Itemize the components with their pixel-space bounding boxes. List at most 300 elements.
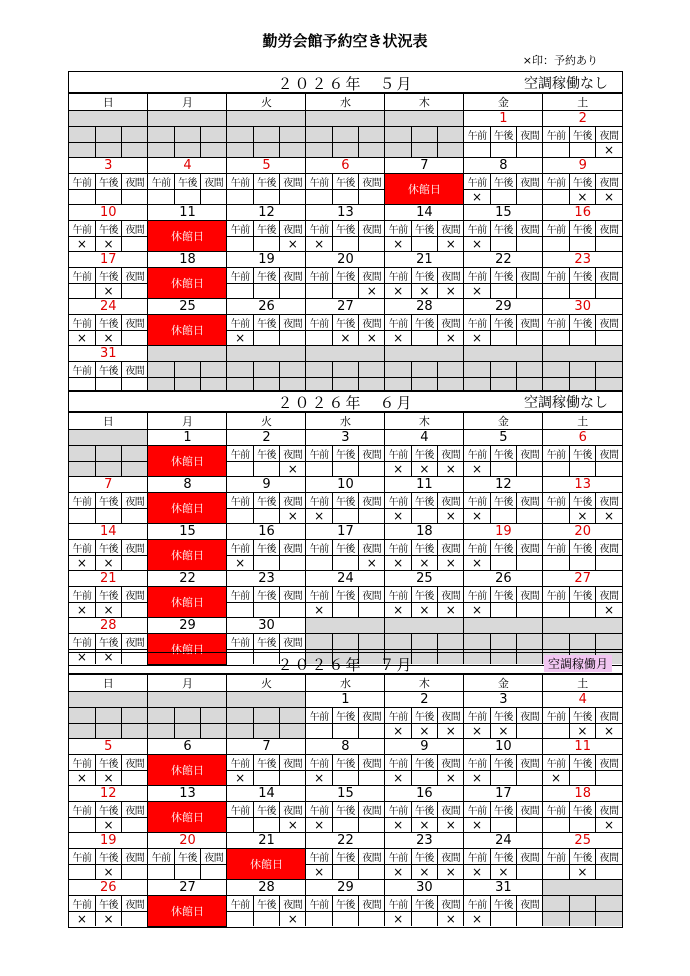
day-number: 27 bbox=[543, 571, 622, 587]
empty-mark-cell bbox=[438, 143, 464, 158]
reservation-mark[interactable]: × bbox=[464, 237, 490, 252]
reservation-mark[interactable] bbox=[543, 284, 569, 299]
time-slot-label: 夜間 bbox=[596, 127, 622, 143]
time-slot-label: 夜間 bbox=[280, 634, 306, 650]
reservation-mark[interactable] bbox=[332, 284, 358, 299]
time-slot-label: 午前 bbox=[464, 540, 490, 556]
reservation-mark[interactable] bbox=[122, 284, 148, 299]
reservation-mark[interactable] bbox=[596, 771, 622, 786]
time-slot-label: 午前 bbox=[543, 587, 569, 603]
reservation-mark[interactable]: × bbox=[95, 603, 121, 618]
reservation-mark[interactable] bbox=[490, 190, 516, 205]
reservation-mark[interactable] bbox=[332, 603, 358, 618]
reservation-mark[interactable]: × bbox=[332, 331, 358, 346]
reservation-mark[interactable] bbox=[359, 190, 385, 205]
empty-day-cell bbox=[227, 111, 306, 127]
reservation-mark[interactable] bbox=[359, 237, 385, 252]
reservation-mark[interactable]: × bbox=[227, 556, 253, 571]
reservation-mark[interactable]: × bbox=[438, 509, 464, 524]
reservation-mark[interactable]: × bbox=[569, 190, 595, 205]
reservation-mark[interactable]: × bbox=[280, 237, 306, 252]
reservation-mark[interactable] bbox=[517, 331, 543, 346]
reservation-mark[interactable] bbox=[253, 603, 279, 618]
reservation-mark[interactable] bbox=[490, 462, 516, 477]
day-number: 17 bbox=[306, 524, 385, 540]
reservation-mark[interactable]: × bbox=[95, 331, 121, 346]
reservation-mark[interactable]: × bbox=[385, 556, 411, 571]
reservation-mark[interactable] bbox=[517, 237, 543, 252]
reservation-mark[interactable]: × bbox=[95, 237, 121, 252]
time-slot-label: 午前 bbox=[227, 587, 253, 603]
reservation-mark[interactable] bbox=[122, 509, 148, 524]
empty-slot-cell bbox=[359, 127, 385, 143]
reservation-mark[interactable] bbox=[148, 865, 174, 880]
reservation-mark[interactable] bbox=[227, 509, 253, 524]
reservation-mark[interactable] bbox=[569, 331, 595, 346]
reservation-mark[interactable] bbox=[543, 509, 569, 524]
reservation-mark[interactable] bbox=[569, 462, 595, 477]
reservation-mark[interactable] bbox=[543, 462, 569, 477]
reservation-mark[interactable]: × bbox=[411, 284, 437, 299]
reservation-mark[interactable] bbox=[569, 284, 595, 299]
reservation-mark[interactable] bbox=[543, 556, 569, 571]
time-slot-label: 夜間 bbox=[122, 221, 148, 237]
reservation-mark[interactable] bbox=[306, 462, 332, 477]
reservation-mark[interactable]: × bbox=[359, 284, 385, 299]
reservation-mark[interactable] bbox=[69, 865, 95, 880]
reservation-mark[interactable]: × bbox=[411, 603, 437, 618]
reservation-mark[interactable] bbox=[359, 603, 385, 618]
reservation-mark[interactable] bbox=[569, 556, 595, 571]
reservation-mark[interactable] bbox=[543, 331, 569, 346]
reservation-mark[interactable]: × bbox=[280, 462, 306, 477]
reservation-mark[interactable] bbox=[122, 865, 148, 880]
reservation-mark[interactable]: × bbox=[95, 912, 121, 927]
time-slot-label: 夜間 bbox=[596, 268, 622, 284]
reservation-mark[interactable]: × bbox=[596, 724, 622, 739]
reservation-mark[interactable]: × bbox=[280, 818, 306, 833]
reservation-mark[interactable] bbox=[411, 237, 437, 252]
reservation-mark[interactable] bbox=[490, 556, 516, 571]
reservation-mark[interactable]: × bbox=[596, 509, 622, 524]
reservation-mark[interactable]: × bbox=[464, 724, 490, 739]
reservation-mark[interactable] bbox=[95, 378, 121, 392]
reservation-mark[interactable] bbox=[253, 509, 279, 524]
reservation-mark[interactable] bbox=[517, 865, 543, 880]
reservation-mark[interactable] bbox=[517, 818, 543, 833]
empty-slot-cell bbox=[517, 634, 543, 650]
reservation-mark[interactable] bbox=[411, 331, 437, 346]
reservation-mark[interactable] bbox=[253, 190, 279, 205]
reservation-mark[interactable] bbox=[543, 818, 569, 833]
reservation-mark[interactable] bbox=[227, 190, 253, 205]
reservation-mark[interactable] bbox=[569, 771, 595, 786]
reservation-mark[interactable] bbox=[332, 190, 358, 205]
reservation-mark[interactable] bbox=[69, 378, 95, 392]
reservation-mark[interactable]: × bbox=[490, 724, 516, 739]
weekday-header: 月 bbox=[148, 94, 227, 111]
reservation-mark[interactable] bbox=[332, 462, 358, 477]
reservation-mark[interactable] bbox=[411, 912, 437, 927]
reservation-mark[interactable]: × bbox=[95, 771, 121, 786]
day-number: 26 bbox=[69, 880, 148, 896]
reservation-mark[interactable]: × bbox=[464, 190, 490, 205]
calendar-table bbox=[69, 412, 622, 665]
reservation-mark[interactable] bbox=[95, 509, 121, 524]
reservation-mark[interactable] bbox=[359, 771, 385, 786]
reservation-mark[interactable] bbox=[596, 865, 622, 880]
reservation-mark[interactable]: × bbox=[438, 331, 464, 346]
reservation-mark[interactable]: × bbox=[385, 237, 411, 252]
reservation-mark[interactable]: × bbox=[438, 556, 464, 571]
time-slot-label: 午前 bbox=[306, 802, 332, 818]
reservation-mark[interactable] bbox=[596, 284, 622, 299]
reservation-mark[interactable] bbox=[306, 724, 332, 739]
time-slot-label: 午前 bbox=[227, 493, 253, 509]
reservation-mark[interactable]: × bbox=[306, 771, 332, 786]
reservation-mark[interactable] bbox=[227, 284, 253, 299]
reservation-mark[interactable] bbox=[332, 509, 358, 524]
empty-mark-cell bbox=[253, 724, 279, 739]
reservation-mark[interactable] bbox=[490, 143, 516, 158]
reservation-mark[interactable] bbox=[280, 331, 306, 346]
reservation-mark[interactable]: × bbox=[69, 912, 95, 927]
reservation-mark[interactable]: × bbox=[385, 331, 411, 346]
reservation-mark[interactable] bbox=[253, 771, 279, 786]
day-number: 9 bbox=[385, 739, 464, 755]
time-slot-label: 午後 bbox=[95, 493, 121, 509]
closed-day-cell: 休館日 bbox=[385, 174, 464, 205]
reservation-mark[interactable] bbox=[253, 284, 279, 299]
slot-row bbox=[69, 221, 622, 237]
reservation-mark[interactable] bbox=[596, 331, 622, 346]
reservation-mark[interactable] bbox=[569, 603, 595, 618]
reservation-mark[interactable] bbox=[174, 190, 200, 205]
reservation-mark[interactable] bbox=[332, 724, 358, 739]
reservation-mark[interactable]: × bbox=[280, 912, 306, 927]
reservation-mark[interactable]: × bbox=[464, 509, 490, 524]
reservation-mark[interactable] bbox=[411, 509, 437, 524]
reservation-mark[interactable]: × bbox=[385, 771, 411, 786]
reservation-mark[interactable]: × bbox=[464, 771, 490, 786]
reservation-mark[interactable]: × bbox=[306, 818, 332, 833]
reservation-mark[interactable]: × bbox=[596, 190, 622, 205]
empty-mark-cell bbox=[148, 724, 174, 739]
time-slot-label: 午後 bbox=[253, 802, 279, 818]
reservation-mark[interactable] bbox=[332, 912, 358, 927]
day-number: 23 bbox=[227, 571, 306, 587]
reservation-mark[interactable] bbox=[517, 143, 543, 158]
day-number: 26 bbox=[464, 571, 543, 587]
reservation-mark[interactable] bbox=[95, 190, 121, 205]
reservation-mark[interactable] bbox=[122, 556, 148, 571]
empty-day-cell bbox=[306, 111, 385, 127]
reservation-mark[interactable] bbox=[122, 603, 148, 618]
reservation-mark[interactable] bbox=[253, 556, 279, 571]
reservation-mark[interactable]: × bbox=[411, 818, 437, 833]
time-slot-label: 夜間 bbox=[517, 221, 543, 237]
empty-mark-cell bbox=[201, 378, 227, 392]
reservation-mark[interactable] bbox=[122, 237, 148, 252]
reservation-mark[interactable] bbox=[543, 724, 569, 739]
reservation-mark[interactable]: × bbox=[227, 331, 253, 346]
reservation-mark[interactable] bbox=[359, 462, 385, 477]
reservation-mark[interactable] bbox=[490, 771, 516, 786]
reservation-mark[interactable] bbox=[201, 190, 227, 205]
day-number: 24 bbox=[464, 833, 543, 849]
reservation-mark[interactable] bbox=[69, 509, 95, 524]
time-slot-label: 夜間 bbox=[596, 315, 622, 331]
reservation-mark[interactable] bbox=[490, 509, 516, 524]
reservation-mark[interactable] bbox=[543, 603, 569, 618]
slot-row bbox=[69, 493, 622, 509]
reservation-mark[interactable] bbox=[122, 912, 148, 927]
reservation-mark[interactable] bbox=[122, 331, 148, 346]
reservation-mark[interactable] bbox=[332, 818, 358, 833]
reservation-mark[interactable] bbox=[253, 331, 279, 346]
reservation-mark[interactable]: × bbox=[411, 462, 437, 477]
reservation-mark[interactable]: × bbox=[438, 603, 464, 618]
empty-mark-cell bbox=[227, 143, 253, 158]
reservation-mark[interactable] bbox=[69, 190, 95, 205]
reservation-mark[interactable] bbox=[227, 603, 253, 618]
reservation-mark[interactable] bbox=[517, 724, 543, 739]
reservation-mark[interactable]: × bbox=[69, 556, 95, 571]
reservation-mark[interactable] bbox=[306, 556, 332, 571]
empty-mark-cell bbox=[385, 378, 411, 392]
day-number: 25 bbox=[148, 299, 227, 315]
reservation-mark[interactable]: × bbox=[438, 284, 464, 299]
reservation-mark[interactable] bbox=[517, 912, 543, 927]
reservation-mark[interactable] bbox=[517, 190, 543, 205]
slot-row bbox=[69, 634, 622, 650]
reservation-mark[interactable] bbox=[332, 237, 358, 252]
reservation-mark[interactable] bbox=[359, 724, 385, 739]
reservation-mark[interactable] bbox=[490, 331, 516, 346]
reservation-mark[interactable] bbox=[543, 190, 569, 205]
reservation-mark[interactable] bbox=[306, 331, 332, 346]
reservation-mark[interactable] bbox=[490, 818, 516, 833]
reservation-mark[interactable] bbox=[596, 556, 622, 571]
day-number: 16 bbox=[385, 786, 464, 802]
reservation-mark[interactable] bbox=[201, 865, 227, 880]
reservation-mark[interactable]: × bbox=[69, 603, 95, 618]
reservation-mark[interactable] bbox=[490, 603, 516, 618]
empty-slot-cell bbox=[122, 708, 148, 724]
reservation-mark[interactable] bbox=[174, 865, 200, 880]
reservation-mark[interactable]: × bbox=[569, 865, 595, 880]
reservation-mark[interactable]: × bbox=[95, 818, 121, 833]
time-slot-label: 午前 bbox=[306, 446, 332, 462]
reservation-mark[interactable] bbox=[253, 818, 279, 833]
reservation-mark[interactable]: × bbox=[227, 771, 253, 786]
day-number: 27 bbox=[148, 880, 227, 896]
reservation-mark[interactable] bbox=[122, 378, 148, 392]
reservation-mark[interactable]: × bbox=[385, 509, 411, 524]
reservation-mark[interactable]: × bbox=[95, 556, 121, 571]
reservation-mark[interactable] bbox=[253, 237, 279, 252]
reservation-mark[interactable]: × bbox=[464, 818, 490, 833]
reservation-mark[interactable] bbox=[411, 771, 437, 786]
reservation-mark[interactable]: × bbox=[306, 865, 332, 880]
reservation-mark[interactable]: × bbox=[464, 462, 490, 477]
reservation-mark[interactable] bbox=[253, 462, 279, 477]
reservation-mark[interactable] bbox=[569, 237, 595, 252]
reservation-mark[interactable]: × bbox=[385, 724, 411, 739]
reservation-mark[interactable]: × bbox=[95, 284, 121, 299]
reservation-mark[interactable]: × bbox=[385, 284, 411, 299]
reservation-mark[interactable] bbox=[122, 818, 148, 833]
reservation-mark[interactable] bbox=[227, 818, 253, 833]
time-slot-label: 午後 bbox=[332, 493, 358, 509]
reservation-mark[interactable]: × bbox=[385, 462, 411, 477]
reservation-mark[interactable] bbox=[543, 143, 569, 158]
reservation-mark[interactable] bbox=[69, 818, 95, 833]
reservation-mark[interactable] bbox=[517, 556, 543, 571]
reservation-mark[interactable]: × bbox=[385, 603, 411, 618]
reservation-mark[interactable] bbox=[227, 912, 253, 927]
empty-mark-cell bbox=[227, 724, 253, 739]
reservation-mark[interactable]: × bbox=[306, 509, 332, 524]
time-slot-label: 午後 bbox=[490, 127, 516, 143]
reservation-mark[interactable]: × bbox=[490, 865, 516, 880]
reservation-mark[interactable] bbox=[148, 190, 174, 205]
reservation-mark[interactable]: × bbox=[69, 331, 95, 346]
time-slot-label: 夜間 bbox=[517, 446, 543, 462]
reservation-mark[interactable] bbox=[69, 284, 95, 299]
reservation-mark[interactable] bbox=[306, 284, 332, 299]
reservation-mark[interactable] bbox=[359, 912, 385, 927]
reservation-mark[interactable]: × bbox=[69, 237, 95, 252]
day-number: 19 bbox=[227, 252, 306, 268]
day-number: 15 bbox=[306, 786, 385, 802]
reservation-mark[interactable]: × bbox=[596, 603, 622, 618]
reservation-mark[interactable] bbox=[359, 509, 385, 524]
time-slot-label: 午後 bbox=[490, 315, 516, 331]
reservation-mark[interactable]: × bbox=[464, 331, 490, 346]
reservation-mark[interactable]: × bbox=[385, 865, 411, 880]
reservation-mark[interactable] bbox=[122, 771, 148, 786]
reservation-mark[interactable] bbox=[359, 818, 385, 833]
reservation-mark[interactable]: × bbox=[411, 556, 437, 571]
time-slot-label: 午前 bbox=[69, 755, 95, 771]
reservation-mark[interactable] bbox=[517, 284, 543, 299]
reservation-mark[interactable] bbox=[490, 237, 516, 252]
reservation-mark[interactable] bbox=[543, 865, 569, 880]
reservation-mark[interactable]: × bbox=[69, 650, 95, 665]
reservation-mark[interactable] bbox=[490, 912, 516, 927]
reservation-mark[interactable] bbox=[517, 603, 543, 618]
reservation-mark[interactable] bbox=[490, 284, 516, 299]
reservation-mark[interactable] bbox=[464, 143, 490, 158]
reservation-mark[interactable] bbox=[517, 771, 543, 786]
reservation-mark[interactable]: × bbox=[543, 771, 569, 786]
reservation-mark[interactable]: × bbox=[596, 143, 622, 158]
reservation-mark[interactable]: × bbox=[359, 331, 385, 346]
reservation-mark[interactable] bbox=[280, 190, 306, 205]
reservation-mark[interactable]: × bbox=[411, 865, 437, 880]
reservation-mark[interactable] bbox=[596, 462, 622, 477]
reservation-mark[interactable]: × bbox=[306, 603, 332, 618]
time-slot-label: 夜間 bbox=[517, 268, 543, 284]
month-title: ２０２６年 ５月 bbox=[277, 75, 414, 93]
reservation-mark[interactable]: × bbox=[385, 818, 411, 833]
reservation-mark[interactable] bbox=[306, 912, 332, 927]
time-slot-label: 午後 bbox=[253, 268, 279, 284]
reservation-mark[interactable]: × bbox=[69, 771, 95, 786]
reservation-mark[interactable]: × bbox=[464, 865, 490, 880]
reservation-mark[interactable] bbox=[122, 190, 148, 205]
reservation-mark[interactable]: × bbox=[438, 462, 464, 477]
reservation-mark[interactable]: × bbox=[438, 237, 464, 252]
reservation-mark[interactable] bbox=[227, 237, 253, 252]
empty-mark-cell bbox=[490, 378, 516, 392]
reservation-mark[interactable] bbox=[359, 865, 385, 880]
time-slot-label: 午後 bbox=[411, 540, 437, 556]
reservation-mark[interactable]: × bbox=[385, 912, 411, 927]
time-slot-label: 午後 bbox=[490, 896, 516, 912]
reservation-mark[interactable] bbox=[332, 865, 358, 880]
reservation-mark[interactable]: × bbox=[569, 509, 595, 524]
empty-mark-cell bbox=[122, 462, 148, 477]
time-slot-label: 夜間 bbox=[359, 896, 385, 912]
time-slot-label: 午前 bbox=[306, 755, 332, 771]
reservation-mark[interactable]: × bbox=[438, 912, 464, 927]
reservation-mark[interactable]: × bbox=[438, 865, 464, 880]
reservation-mark[interactable]: × bbox=[464, 912, 490, 927]
reservation-mark[interactable]: × bbox=[359, 556, 385, 571]
weekday-header: 水 bbox=[306, 675, 385, 692]
reservation-mark[interactable]: × bbox=[464, 603, 490, 618]
reservation-mark[interactable]: × bbox=[306, 237, 332, 252]
reservation-mark[interactable] bbox=[332, 556, 358, 571]
reservation-mark[interactable] bbox=[280, 284, 306, 299]
reservation-mark[interactable] bbox=[543, 237, 569, 252]
reservation-mark[interactable] bbox=[227, 462, 253, 477]
reservation-mark[interactable]: × bbox=[438, 818, 464, 833]
reservation-mark[interactable] bbox=[280, 556, 306, 571]
day-number: 31 bbox=[69, 346, 148, 362]
reservation-mark[interactable] bbox=[596, 237, 622, 252]
reservation-mark[interactable]: × bbox=[438, 724, 464, 739]
reservation-mark[interactable] bbox=[280, 771, 306, 786]
reservation-mark[interactable]: × bbox=[438, 771, 464, 786]
reservation-mark[interactable] bbox=[569, 143, 595, 158]
reservation-mark[interactable]: × bbox=[95, 650, 121, 665]
reservation-mark[interactable]: × bbox=[95, 865, 121, 880]
time-slot-label: 午後 bbox=[569, 446, 595, 462]
time-slot-label: 夜間 bbox=[517, 540, 543, 556]
reservation-mark[interactable] bbox=[569, 818, 595, 833]
time-slot-label: 午後 bbox=[174, 849, 200, 865]
reservation-mark[interactable] bbox=[517, 462, 543, 477]
reservation-mark[interactable] bbox=[332, 771, 358, 786]
reservation-mark[interactable]: × bbox=[411, 724, 437, 739]
time-slot-label: 午後 bbox=[569, 708, 595, 724]
reservation-mark[interactable]: × bbox=[569, 724, 595, 739]
reservation-mark[interactable] bbox=[280, 603, 306, 618]
empty-day-cell bbox=[148, 111, 227, 127]
reservation-mark[interactable]: × bbox=[280, 509, 306, 524]
day-number: 14 bbox=[227, 786, 306, 802]
reservation-mark[interactable] bbox=[253, 912, 279, 927]
time-slot-label: 午前 bbox=[227, 174, 253, 190]
reservation-mark[interactable]: × bbox=[464, 556, 490, 571]
reservation-mark[interactable]: × bbox=[464, 284, 490, 299]
reservation-mark[interactable]: × bbox=[596, 818, 622, 833]
reservation-mark[interactable] bbox=[306, 190, 332, 205]
reservation-mark[interactable] bbox=[517, 509, 543, 524]
